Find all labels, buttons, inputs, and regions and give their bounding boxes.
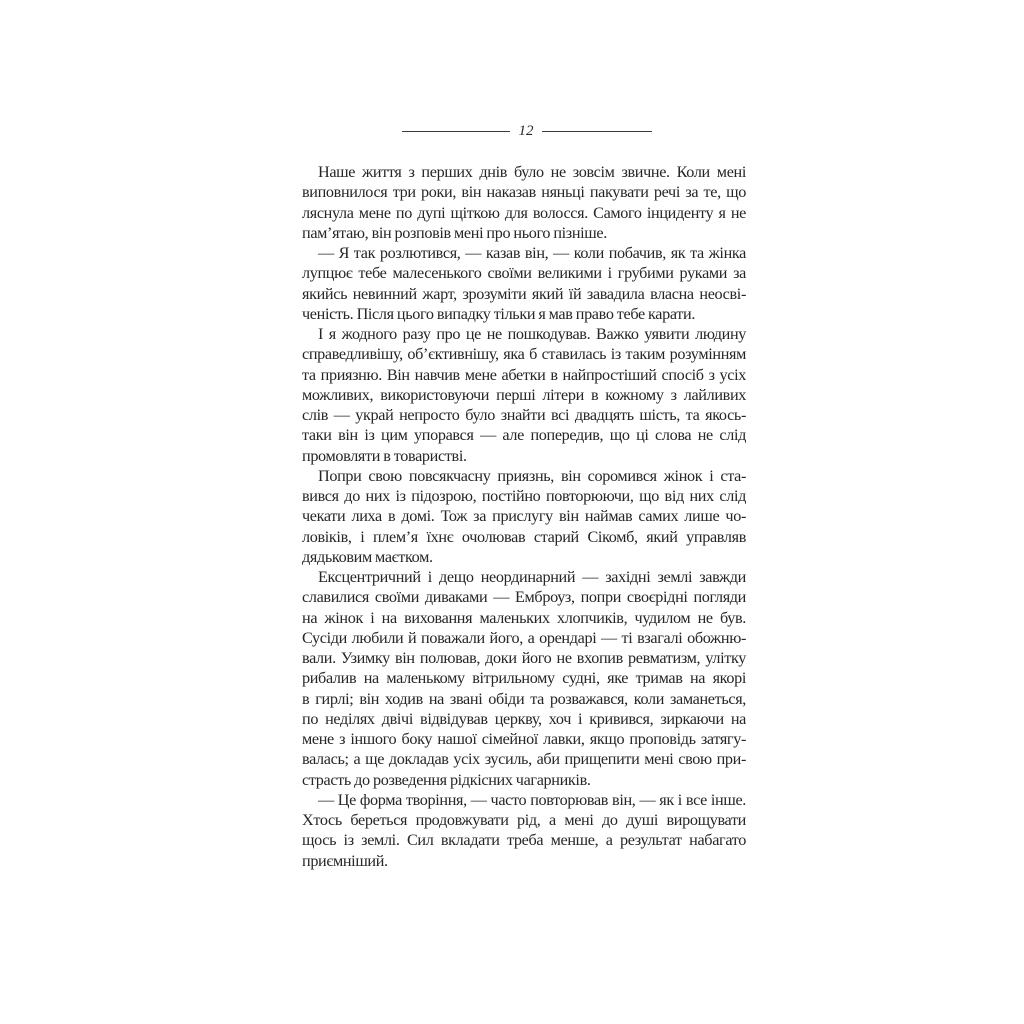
text-line: дядьковим маєтком. [302,547,433,566]
paragraph [302,466,746,567]
body-text [302,162,746,871]
text-line: промовляти в товаристві. [302,446,467,465]
text-line: якийсь невинний жарт, зрозуміти який їй завадила власна неосві- [302,284,746,303]
paragraph [302,790,746,871]
text-line: славилися своїми диваками — Емброуз, попри своєрідні погляди [302,588,746,607]
text-line: Попри свою повсякчасну приязнь, він соромився жінок і ста- [318,466,746,485]
text-line: Сусіди любили й поважали його, а орендарі — ті взагалі обожню- [302,628,746,647]
paragraph [302,243,746,324]
text-line: пам’ятаю, він розповів мені про нього пізніше. [302,223,607,242]
text-line: Ексцентричний і дещо неординарний — західні землі завжди [318,568,746,586]
text-line: ляснула мене по дупі щіткою для волосся. Самого інциденту я не [302,203,746,222]
paragraph [302,567,746,790]
text-line: вали. Узимку він полював, доки його не вхопив ревматизм, улітку [302,649,746,667]
text-line: слів — украй непросто було знайти всі двадцять шість, та якось- [302,406,746,424]
text-line: можливих, використовуючи перші літери в кожному з лайливих [302,385,746,404]
text-line: І я жодного разу про це не пошкодував. Важко уявити людину [318,325,746,343]
text-line: приємніший. [302,851,388,870]
text-line: чекати лиха в домі. Тож за прислугу він наймав самих лише чо- [302,507,746,526]
text-line: ченість. Після цього випадку тільки я мав право тебе карати. [302,304,696,323]
paragraph [302,324,746,466]
text-line: по неділях двічі відвідував церкву, хоч і кривився, зиркаючи на [302,709,746,728]
text-line: виповнилося три роки, він наказав няньці пакувати речі за те, що [302,183,746,202]
text-line: — Я так розлютився, — казав він, — коли побачив, як та жінка [318,244,746,262]
text-line: — Це форма творіння, — часто повторював він, — як і все інше. [318,790,746,809]
text-line: страсть до розведення рідкісних чагарників. [302,770,591,789]
text-line: рибалив на маленькому вітрильному судні, яке тримав на якорі [302,669,746,688]
text-line: таки він із цим упорався — але попередив, що ці слова не слід [302,426,746,445]
header-rule-left [402,131,510,132]
text-line: лупцює тебе малесенького своїми великими і грубими руками за [302,264,746,283]
text-line: Наше життя з перших днів було не зовсім звичне. Коли мені [318,163,746,181]
text-line: мене з іншого боку нашої сімейної лавки, якщо проповідь затягу- [302,730,746,748]
text-line: в гирлі; він ходив на звані обіди та розважався, коли заманеться, [302,689,746,708]
text-line: Хтось береться продовжувати рід, а мені до душі вирощувати [302,811,746,829]
header-rule-right [542,131,652,132]
text-line: справедливішу, об’єктивнішу, яка б ставилась із таким розумінням [302,345,746,364]
text-line: та приязню. Він навчив мене абетки в найпростіший спосіб з усіх [302,365,746,384]
paragraph [302,162,746,243]
page-number: 12 [518,123,534,139]
text-line: валась; а ще докладав усіх зусиль, аби прищепити мені свою при- [302,750,746,769]
text-line: щось із землі. Сил вкладати треба менше, а результат набагато [302,831,746,850]
text-line: на жінок і на виховання маленьких хлопчиків, чудилом не був. [302,608,746,627]
text-line: ловіків, і плем’я їхнє очолював старий Сікомб, який управляв [302,527,746,546]
text-line: вився до них із підозрою, постійно повторюючи, що від них слід [302,487,746,505]
running-head [402,121,652,141]
